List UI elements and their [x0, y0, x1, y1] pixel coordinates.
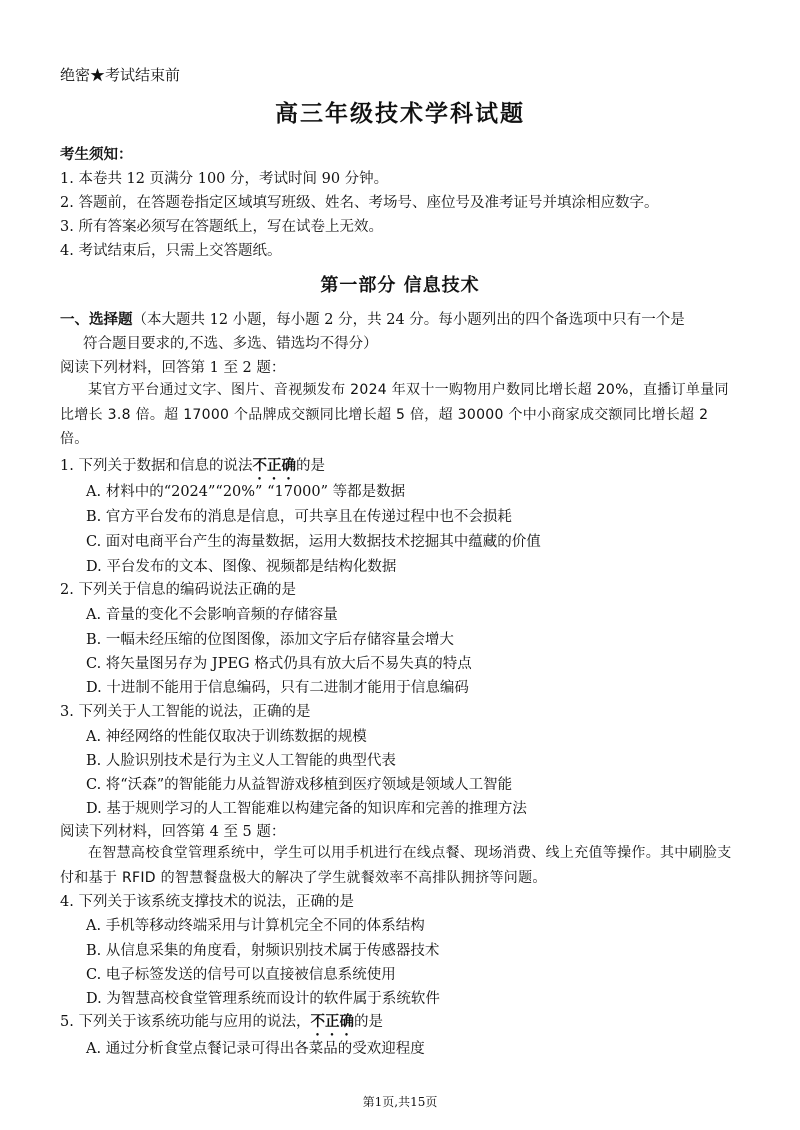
section-header [60, 308, 685, 329]
notice-item: 2. 答题前，在答题卷指定区域填写班级、姓名、考场号、座位号及准考证号并填涂相应数字。 [60, 195, 659, 211]
option: C. 电子标签发送的信号可以直接被信息系统使用 [86, 967, 396, 983]
question-stem: 2. 下列关于信息的编码说法正确的是 [60, 582, 296, 598]
notice-item: 1. 本卷共 12 页满分 100 分，考试时间 90 分钟。 [60, 171, 389, 187]
option: A. 手机等移动终端采用与计算机完全不同的体系结构 [86, 918, 425, 934]
exam-title: 高三年级技术学科试题 [275, 100, 525, 127]
option: B. 从信息采集的角度看，射频识别技术属于传感器技术 [86, 943, 440, 959]
option: B. 官方平台发布的消息是信息，可共享且在传递过程中也不会损耗 [86, 509, 512, 525]
material-intro: 阅读下列材料，回答第 1 至 2 题： [60, 360, 286, 376]
option: D. 为智慧高校食堂管理系统而设计的软件属于系统软件 [86, 991, 440, 1007]
stem-text: 5. 下列关于该系统功能与应用的说法， [60, 1014, 311, 1030]
question-stem [60, 454, 325, 483]
option: C. 将“沃森”的智能能力从益智游戏移植到医疗领域是领域人工智能 [86, 777, 513, 793]
stem-text-after: 的是 [295, 458, 325, 474]
confidential-label: 绝密★考试结束前 [60, 66, 181, 84]
section-description-cont: 符合题目要求的,不选、多选、错选均不得分） [83, 336, 378, 352]
section-label: 一、选择题 [60, 311, 133, 328]
option: A. 音量的变化不会影响音频的存储容量 [86, 607, 338, 623]
stem-emphasis: 不正确 [310, 1013, 354, 1030]
option: B. 人脸识别技术是行为主义人工智能的典型代表 [86, 753, 396, 769]
option: D. 十进制不能用于信息编码，只有二进制才能用于信息编码 [86, 680, 469, 696]
option: C. 面对电商平台产生的海量数据，运用大数据技术挖掘其中蕴藏的价值 [86, 534, 541, 550]
option: A. 神经网络的性能仅取决于训练数据的规模 [86, 729, 367, 745]
material-text: 某官方平台通过文字、图片、音视频发布 2024 年双十一购物用户数同比增长超 20%，直播订单量同比增长 3.8 倍。超 17000 个品牌成交额同比增长超 5 倍，超 30000 个中小商家成交额同比增长超 2 倍。 [60, 382, 729, 447]
notice-item: 4. 考试结束后，只需上交答题纸。 [60, 243, 282, 259]
section-description: （本大题共 12 小题，每小题 2 分，共 24 分。每小题列出的四个备选项中只有一个是 [132, 312, 685, 328]
option: A. 材料中的“2024”“20%” “17000” 等都是数据 [86, 484, 406, 500]
material-intro: 阅读下列材料，回答第 4 至 5 题： [60, 824, 286, 840]
question-stem: 3. 下列关于人工智能的说法，正确的是 [60, 704, 311, 720]
question-stem: 4. 下列关于该系统支撑技术的说法，正确的是 [60, 894, 354, 910]
stem-text: 1. 下列关于数据和信息的说法 [60, 458, 253, 474]
option: C. 将矢量图另存为 JPEG 格式仍具有放大后不易失真的特点 [86, 656, 472, 672]
option: D. 平台发布的文本、图像、视频都是结构化数据 [86, 559, 397, 575]
page-number: 第1页,共15页 [362, 1095, 438, 1109]
option: B. 一幅未经压缩的位图图像，添加文字后存储容量会增大 [86, 632, 454, 648]
option: D. 基于规则学习的人工智能难以构建完备的知识库和完善的推理方法 [86, 801, 527, 817]
question-stem [60, 1010, 383, 1039]
material-text: 在智慧高校食堂管理系统中，学生可以用手机进行在线点餐、现场消费、线上充值等操作。其中刷脸支付和基于 RFID 的智慧餐盘极大的解决了学生就餐效率不高排队拥挤等问题。 [60, 845, 732, 886]
notice-item: 3. 所有答案必须写在答题纸上，写在试卷上无效。 [60, 219, 383, 235]
stem-text-after: 的是 [353, 1014, 383, 1030]
part-title: 第一部分 信息技术 [320, 275, 480, 296]
option: A. 通过分析食堂点餐记录可得出各菜品的受欢迎程度 [86, 1041, 425, 1057]
stem-emphasis: 不正确 [252, 457, 296, 474]
notice-heading: 考生须知： [60, 146, 133, 163]
